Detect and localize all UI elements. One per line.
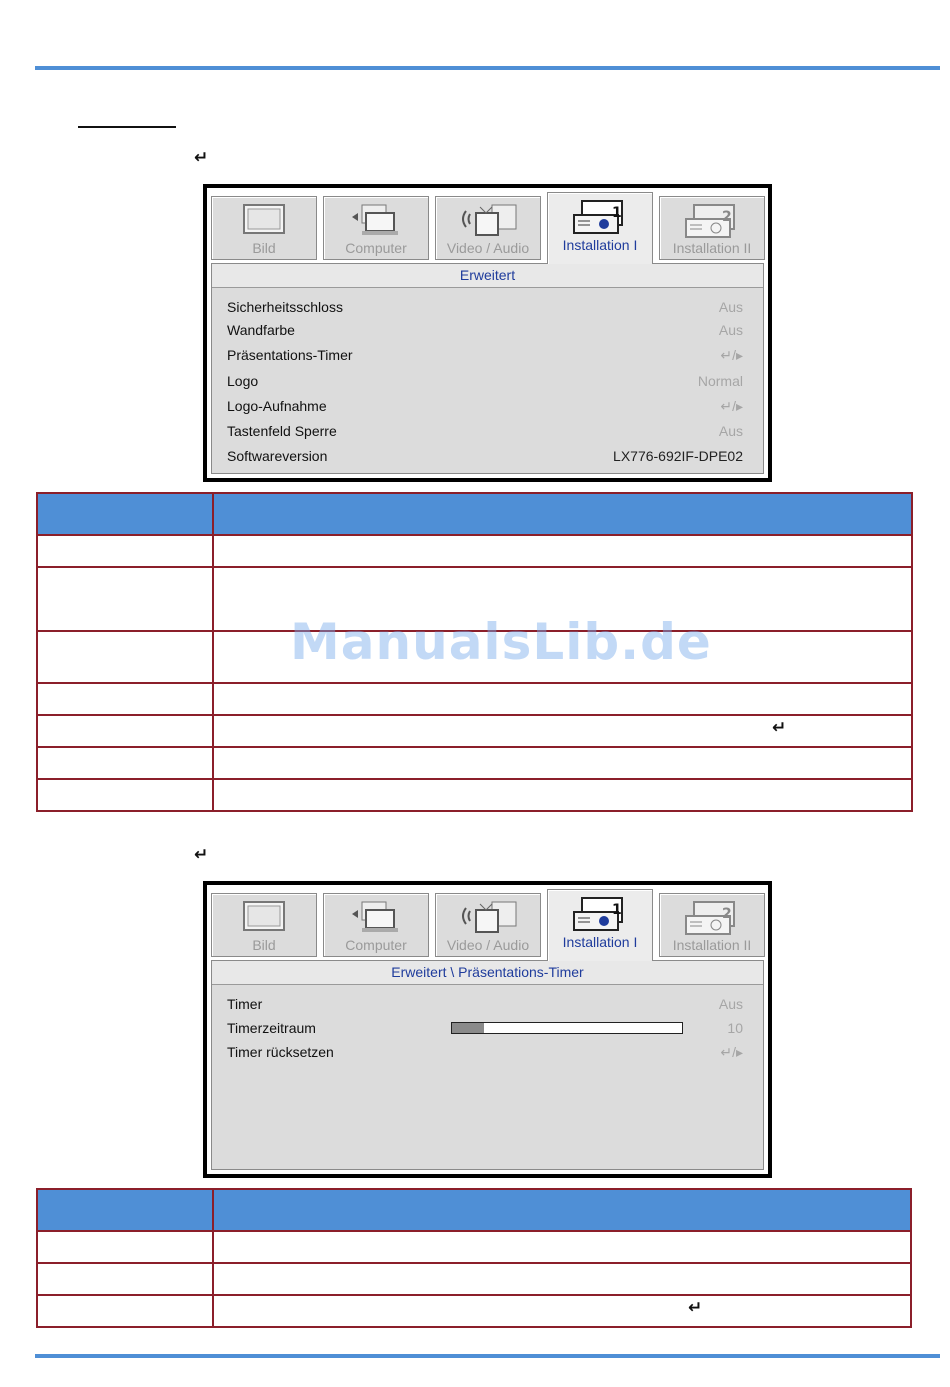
slider-fill (452, 1023, 484, 1033)
table-row (37, 535, 912, 567)
menu-tabs (211, 889, 764, 959)
menu-row-software-version (227, 445, 743, 467)
svg-text:1: 1 (612, 205, 622, 221)
svg-text:2: 2 (722, 209, 732, 225)
table-row (37, 1295, 911, 1327)
projector-1-icon (572, 199, 628, 237)
row-label: Präsentations-Timer (227, 347, 353, 363)
menu-row-security-lock[interactable] (227, 296, 743, 318)
video-audio-icon (456, 900, 520, 936)
top-rule (35, 66, 940, 70)
row-label: Sicherheitsschloss (227, 299, 343, 315)
table-row (37, 1263, 911, 1295)
tab-installation-1[interactable] (547, 889, 653, 961)
enter-submenu-icon: ↵/▸ (720, 1044, 743, 1060)
tab-installation-2[interactable] (659, 893, 765, 957)
tab-label: Video / Audio (446, 937, 530, 953)
row-label: Softwareversion (227, 448, 328, 464)
row-value: Normal (697, 373, 743, 389)
row-label: Timer rücksetzen (227, 1044, 334, 1060)
tab-label: Computer (345, 937, 407, 953)
description-table-2 (36, 1188, 912, 1328)
timer-period-slider[interactable] (451, 1022, 683, 1034)
menu-row-logo-capture[interactable] (227, 395, 743, 417)
menu-tabs (211, 192, 764, 262)
tab-label: Installation I (562, 934, 638, 950)
table-row (37, 747, 912, 779)
table-row (37, 779, 912, 811)
row-label: Tastenfeld Sperre (227, 423, 337, 439)
row-label: Timerzeitraum (227, 1020, 316, 1036)
table-row (37, 1231, 911, 1263)
row-value: Aus (718, 299, 743, 315)
enter-key-icon: ↵ (194, 148, 209, 168)
tab-label: Video / Audio (446, 240, 530, 256)
enter-submenu-icon: ↵/▸ (720, 398, 743, 414)
monitor-icon (242, 203, 286, 237)
row-value: Aus (718, 322, 743, 338)
projector-2-icon (684, 900, 740, 938)
table-header (37, 493, 912, 535)
svg-text:1: 1 (612, 902, 622, 918)
row-value: Aus (718, 423, 743, 439)
menu-row-logo[interactable] (227, 370, 743, 392)
watermark: ManualsLib.de (290, 613, 712, 671)
bottom-rule (35, 1354, 940, 1358)
monitor-icon (242, 900, 286, 934)
panel-title: Erweitert (212, 264, 763, 288)
table-header (37, 1189, 911, 1231)
panel-title: Erweitert \ Präsentations-Timer (212, 961, 763, 985)
tab-label: Bild (252, 240, 276, 256)
menu-panel (211, 263, 764, 474)
tab-computer[interactable] (323, 893, 429, 957)
tab-label: Installation II (672, 937, 752, 953)
row-value: 10 (727, 1020, 743, 1036)
row-label: Timer (227, 996, 263, 1012)
row-value: Aus (718, 996, 743, 1012)
tab-bild[interactable] (211, 196, 317, 260)
heading-underline (78, 126, 176, 128)
tab-label: Computer (345, 240, 407, 256)
projector-2-icon (684, 203, 740, 241)
tab-installation-1[interactable] (547, 192, 653, 264)
row-label: Logo-Aufnahme (227, 398, 327, 414)
row-label: Logo (227, 373, 259, 389)
tab-label: Installation II (672, 240, 752, 256)
computer-icon (348, 203, 404, 239)
osd-menu-advanced (203, 184, 772, 482)
menu-panel (211, 960, 764, 1170)
tab-video-audio[interactable] (435, 893, 541, 957)
tab-computer[interactable] (323, 196, 429, 260)
tab-label: Bild (252, 937, 276, 953)
menu-row-timer[interactable] (227, 993, 743, 1015)
enter-submenu-icon: ↵/▸ (720, 347, 743, 363)
table-row (37, 683, 912, 715)
video-audio-icon (456, 203, 520, 239)
menu-row-keypad-lock[interactable] (227, 420, 743, 442)
computer-icon (348, 900, 404, 936)
tab-label: Installation I (562, 237, 638, 253)
tab-bild[interactable] (211, 893, 317, 957)
row-value: LX776-692IF-DPE02 (613, 448, 743, 464)
tab-installation-2[interactable] (659, 196, 765, 260)
enter-key-icon: ↵ (688, 1298, 703, 1318)
tab-video-audio[interactable] (435, 196, 541, 260)
menu-row-timer-reset[interactable] (227, 1041, 743, 1063)
svg-text:2: 2 (722, 906, 732, 922)
row-label: Wandfarbe (227, 322, 295, 338)
enter-key-icon: ↵ (772, 718, 787, 738)
osd-menu-presentation-timer (203, 881, 772, 1178)
enter-key-icon: ↵ (194, 845, 209, 865)
projector-1-icon (572, 896, 628, 934)
menu-row-timer-period[interactable] (227, 1017, 743, 1039)
menu-row-presentation-timer[interactable] (227, 344, 743, 366)
menu-row-wall-color[interactable] (227, 319, 743, 341)
